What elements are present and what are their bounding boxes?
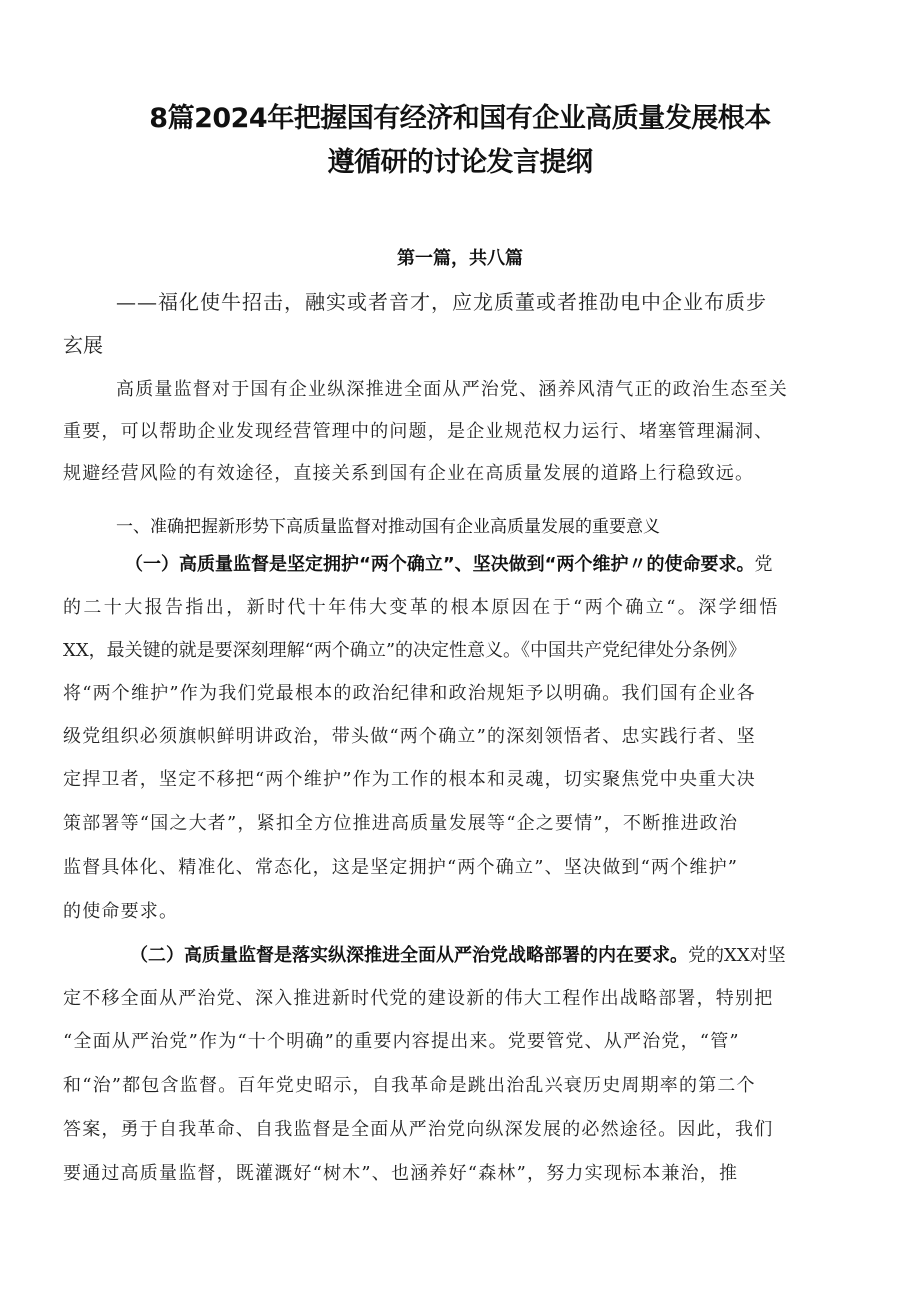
section-subtitle: 第一篇，共八篇 <box>397 248 523 269</box>
tagline-line2: 玄展 <box>63 333 103 357</box>
tagline-line1: ——福化使牛招击，融实或者音才，应龙质董或者推劭电中企业布质步 <box>116 290 767 314</box>
intro-line: 高质量监督对于国有企业纵深推进全面从严治党、涵养风清气正的政治生态至关 <box>116 379 788 400</box>
paragraph-2-line: 要通过高质量监督，既灌溉好“树木”、也涵养好“森林”，努力实现标本兼治，推 <box>63 1163 739 1184</box>
intro-line: 规避经营风险的有效途径，直接关系到国有企业在高质量发展的道路上行稳致远。 <box>63 463 755 484</box>
paragraph-1-line: XX，最关键的就是要深刻理解“两个确立”的决定性意义。《中国共产党纪律处分条例》 <box>63 640 747 661</box>
paragraph-1-line: 监督具体化、精准化、常态化，这是坚定拥护“两个确立”、坚决做到“两个维护” <box>63 857 739 878</box>
paragraph-1-line: 的二十大报告指出，新时代十年伟大变革的根本原因在于“两个确立“。深学细悟 <box>63 597 780 618</box>
paragraph-2-line: 定不移全面从严治党、深入推进新时代党的建设新的伟大工程作出战略部署，特别把 <box>63 988 774 1009</box>
paragraph-1-line: 策部署等“国之大者”，紧扣全方位推进高质量发展等“企之要情”，不断推进政治 <box>63 813 739 834</box>
paragraph-2-lead-tail: 党的XX对坚 <box>688 945 786 966</box>
intro-line: 重要，可以帮助企业发现经营管理中的问题，是企业规范权力运行、堵塞管理漏洞、 <box>63 421 774 442</box>
paragraph-1-lead: （一）高质量监督是坚定拥护“两个确立”、坚决做到“两个维护〃的使命要求。 <box>125 554 755 575</box>
document-title-line2: 遵循研的讨论发言提纲 <box>327 147 593 178</box>
paragraph-1-line: 级党组织必须旗帜鲜明讲政治，带头做“两个确立”的深刻领悟者、忠实践行者、坚 <box>63 726 756 747</box>
paragraph-2-line: “全面从严治党”作为“十个明确”的重要内容提出来。党要管党、从严治党，“管” <box>63 1031 740 1052</box>
paragraph-1-line: 的使命要求。 <box>63 901 179 922</box>
paragraph-2-line: 答案，勇于自我革命、自我监督是全面从严治党向纵深发展的必然途径。因此，我们 <box>63 1119 774 1140</box>
section-heading: 一、准确把握新形势下高质量监督对推动国有企业高质量发展的重要意义 <box>116 517 660 537</box>
paragraph-2-first-line <box>130 944 920 968</box>
paragraph-1-lead-tail: 党 <box>754 554 773 575</box>
paragraph-2-lead: （二）高质量监督是落实纵深推进全面从严治党战略部署的内在要求。 <box>130 945 688 966</box>
paragraph-1-line: 将“两个维护”作为我们党最根本的政治纪律和政治规矩予以明确。我们国有企业各 <box>63 683 756 704</box>
paragraph-1-line: 定捍卫者，坚定不移把“两个维护”作为工作的根本和灵魂，切实聚焦党中央重大决 <box>63 769 756 790</box>
paragraph-2-line: 和“治”都包含监督。百年党史昭示，自我革命是跳出治乱兴衰历史周期率的第二个 <box>63 1075 756 1096</box>
document-title-line1: 8篇2024年把握国有经济和国有企业高质量发展根本 <box>149 103 771 134</box>
paragraph-1-first-line <box>125 553 920 577</box>
